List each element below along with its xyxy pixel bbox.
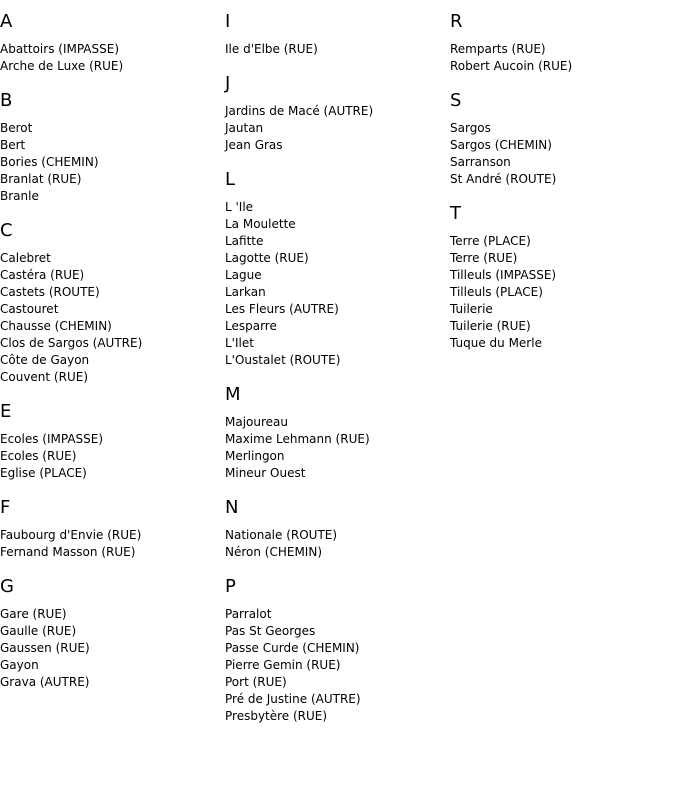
street-list: [0, 527, 215, 561]
street-list: [0, 120, 215, 205]
letter-section-s: [450, 90, 665, 188]
street-list-item: L 'Ile: [225, 200, 254, 214]
street-list-item: Maxime Lehmann (RUE): [225, 432, 370, 446]
street-list-item: Jean Gras: [225, 138, 283, 152]
street-list-item: St André (ROUTE): [450, 172, 557, 186]
street-list-item: Parralot: [225, 607, 272, 621]
street-list-item: Fernand Masson (RUE): [0, 545, 136, 559]
street-list-item: Majoureau: [225, 415, 288, 429]
street-list-item: Tuilerie: [450, 302, 493, 316]
street-list-item: Pierre Gemin (RUE): [225, 658, 341, 672]
index-column-3: [450, 0, 665, 367]
street-list-item: L'Oustalet (ROUTE): [225, 353, 341, 367]
letter-section-r: [450, 11, 665, 75]
street-list-item: Nationale (ROUTE): [225, 528, 338, 542]
street-list: [225, 527, 440, 561]
street-list-item: Berot: [0, 121, 33, 135]
street-list-item: Néron (CHEMIN): [225, 545, 323, 559]
letter-section-c: [0, 220, 215, 386]
street-list-item: Branle: [0, 189, 39, 203]
section-letter-heading: G: [0, 576, 14, 597]
section-letter-heading: J: [225, 73, 231, 94]
street-list-item: Passe Curde (CHEMIN): [225, 641, 360, 655]
street-list-item: Castets (ROUTE): [0, 285, 100, 299]
street-list-item: Tuilerie (RUE): [450, 319, 531, 333]
street-list-item: Chausse (CHEMIN): [0, 319, 112, 333]
street-list-item: Robert Aucoin (RUE): [450, 59, 573, 73]
letter-section-n: [225, 497, 440, 561]
street-list-item: Couvent (RUE): [0, 370, 89, 384]
street-list-item: Terre (PLACE): [450, 234, 531, 248]
letter-section-l: [225, 169, 440, 369]
section-letter-heading: N: [225, 497, 239, 518]
street-list: [225, 103, 440, 154]
section-letter-heading: P: [225, 576, 236, 597]
section-letter-heading: M: [225, 384, 241, 405]
street-list-item: Gaussen (RUE): [0, 641, 90, 655]
street-list-item: Sargos: [450, 121, 491, 135]
section-letter-heading: L: [225, 169, 236, 190]
street-list-item: Bories (CHEMIN): [0, 155, 99, 169]
street-list-item: Castouret: [0, 302, 59, 316]
street-list-item: Gare (RUE): [0, 607, 67, 621]
letter-section-p: [225, 576, 440, 725]
street-list-item: Terre (RUE): [450, 251, 518, 265]
street-list-item: Eglise (PLACE): [0, 466, 87, 480]
section-letter-heading: C: [0, 220, 13, 241]
street-list-item: Tilleuls (IMPASSE): [450, 268, 557, 282]
street-list-item: Ecoles (IMPASSE): [0, 432, 104, 446]
street-list-item: Gaulle (RUE): [0, 624, 77, 638]
letter-section-m: [225, 384, 440, 482]
letter-section-a: [0, 11, 215, 75]
index-column-2: [225, 0, 440, 740]
street-list-item: Bert: [0, 138, 26, 152]
street-list-item: Merlingon: [225, 449, 285, 463]
street-list-item: Clos de Sargos (AUTRE): [0, 336, 143, 350]
street-list-item: Larkan: [225, 285, 266, 299]
street-list-item: Lague: [225, 268, 262, 282]
street-list-item: Sarranson: [450, 155, 511, 169]
street-list: [225, 41, 440, 58]
letter-section-f: [0, 497, 215, 561]
section-letter-heading: F: [0, 497, 11, 518]
street-list: [450, 233, 665, 352]
street-list-item: Ile d'Elbe (RUE): [225, 42, 318, 56]
street-list: [0, 431, 215, 482]
street-list-item: Faubourg d'Envie (RUE): [0, 528, 142, 542]
letter-section-b: [0, 90, 215, 205]
street-list-item: Jardins de Macé (AUTRE): [225, 104, 374, 118]
letter-section-j: [225, 73, 440, 154]
street-list-item: Castéra (RUE): [0, 268, 85, 282]
street-list-item: Tilleuls (PLACE): [450, 285, 543, 299]
street-list-item: Pré de Justine (AUTRE): [225, 692, 361, 706]
street-list: [0, 250, 215, 386]
street-list-item: Lesparre: [225, 319, 277, 333]
street-list-item: Sargos (CHEMIN): [450, 138, 552, 152]
street-list-item: Presbytère (RUE): [225, 709, 328, 723]
street-list-item: Les Fleurs (AUTRE): [225, 302, 339, 316]
street-list: [225, 199, 440, 369]
section-letter-heading: I: [225, 11, 231, 32]
street-list-item: Ecoles (RUE): [0, 449, 77, 463]
section-letter-heading: A: [0, 11, 13, 32]
letter-section-i: [225, 11, 440, 58]
street-list-item: Côte de Gayon: [0, 353, 90, 367]
street-list-item: Mineur Ouest: [225, 466, 306, 480]
street-list-item: Lagotte (RUE): [225, 251, 309, 265]
street-list-item: Branlat (RUE): [0, 172, 82, 186]
street-list-item: La Moulette: [225, 217, 296, 231]
section-letter-heading: R: [450, 11, 463, 32]
street-list-item: Remparts (RUE): [450, 42, 546, 56]
street-list-item: L'Ilet: [225, 336, 254, 350]
section-letter-heading: S: [450, 90, 462, 111]
section-letter-heading: T: [450, 203, 461, 224]
street-list-item: Abattoirs (IMPASSE): [0, 42, 120, 56]
street-list: [450, 120, 665, 188]
street-list: [450, 41, 665, 75]
street-list-item: Calebret: [0, 251, 51, 265]
section-letter-heading: E: [0, 401, 12, 422]
street-list-item: Grava (AUTRE): [0, 675, 90, 689]
index-column-1: [0, 0, 215, 706]
street-list-item: Lafitte: [225, 234, 264, 248]
letter-section-e: [0, 401, 215, 482]
street-list: [225, 414, 440, 482]
street-list: [225, 606, 440, 725]
street-list-item: Port (RUE): [225, 675, 287, 689]
street-list: [0, 606, 215, 691]
letter-section-g: [0, 576, 215, 691]
letter-section-t: [450, 203, 665, 352]
street-list: [0, 41, 215, 75]
street-list-item: Tuque du Merle: [450, 336, 542, 350]
street-list-item: Pas St Georges: [225, 624, 316, 638]
street-list-item: Gayon: [0, 658, 39, 672]
street-list-item: Jautan: [225, 121, 264, 135]
section-letter-heading: B: [0, 90, 13, 111]
street-list-item: Arche de Luxe (RUE): [0, 59, 124, 73]
